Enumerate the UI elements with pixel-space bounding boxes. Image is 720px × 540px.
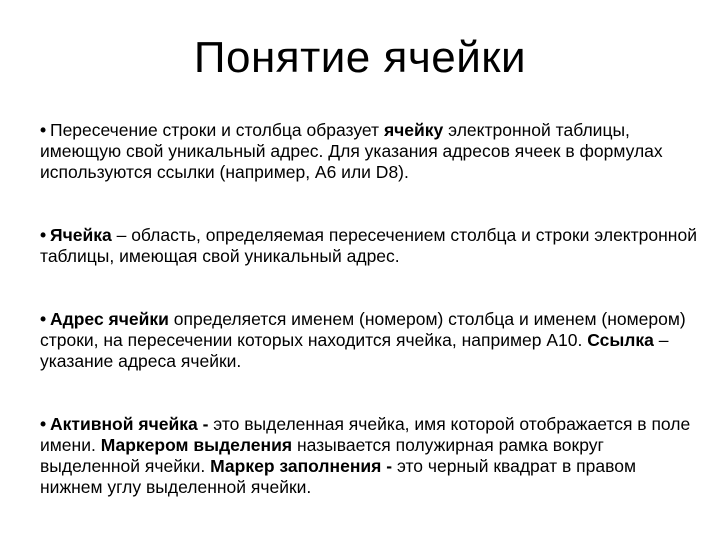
- bullet-text-part: – указание адреса ячейки.: [40, 330, 669, 371]
- bullet-text-bold: Активной ячейка -: [50, 414, 209, 434]
- bullet-text-part: Пересечение строки и столбца образует: [50, 120, 384, 140]
- bullet-marker: •: [40, 120, 47, 140]
- bullet-list: [40, 120, 700, 498]
- bullet-text-part: это черный квадрат в правом нижнем углу выделенной ячейки.: [40, 456, 636, 497]
- bullet-item: [40, 309, 700, 372]
- bullet-text-bold: Адрес ячейки: [50, 309, 169, 329]
- bullet-text-part: определяется именем (номером) столбца и именем (номером) строки, на пересечении которых находится ячейка, например А10.: [40, 309, 686, 350]
- bullet-marker: •: [40, 414, 47, 434]
- bullet-text-part: – область, определяемая пересечением столбца и строки электронной таблицы, имеющая свой уникальный адрес.: [40, 225, 697, 266]
- bullet-text-bold: Ссылка: [587, 330, 654, 350]
- slide-title: Понятие ячейки: [193, 33, 527, 82]
- bullet-text-part: это выделенная ячейка, имя которой отображается в поле имени.: [40, 414, 691, 455]
- bullet-marker: •: [40, 309, 47, 329]
- bullet-text-bold: Ячейка: [50, 225, 112, 245]
- bullet-item: [40, 414, 700, 498]
- bullet-item: [40, 225, 700, 267]
- bullet-marker: •: [40, 225, 47, 245]
- bullet-text-bold: Маркером выделения: [100, 435, 293, 455]
- bullet-item: [40, 120, 700, 183]
- bullet-text-bold: ячейку: [383, 120, 444, 140]
- bullet-text-part: электронной таблицы, имеющую свой уникальный адрес. Для указания адресов ячеек в формулах используются ссылки (например, А6 или D8).: [40, 120, 663, 182]
- bullet-text-part: называется полужирная рамка вокруг выделенной ячейки.: [40, 435, 604, 476]
- bullet-text-bold: Маркер заполнения -: [210, 456, 393, 476]
